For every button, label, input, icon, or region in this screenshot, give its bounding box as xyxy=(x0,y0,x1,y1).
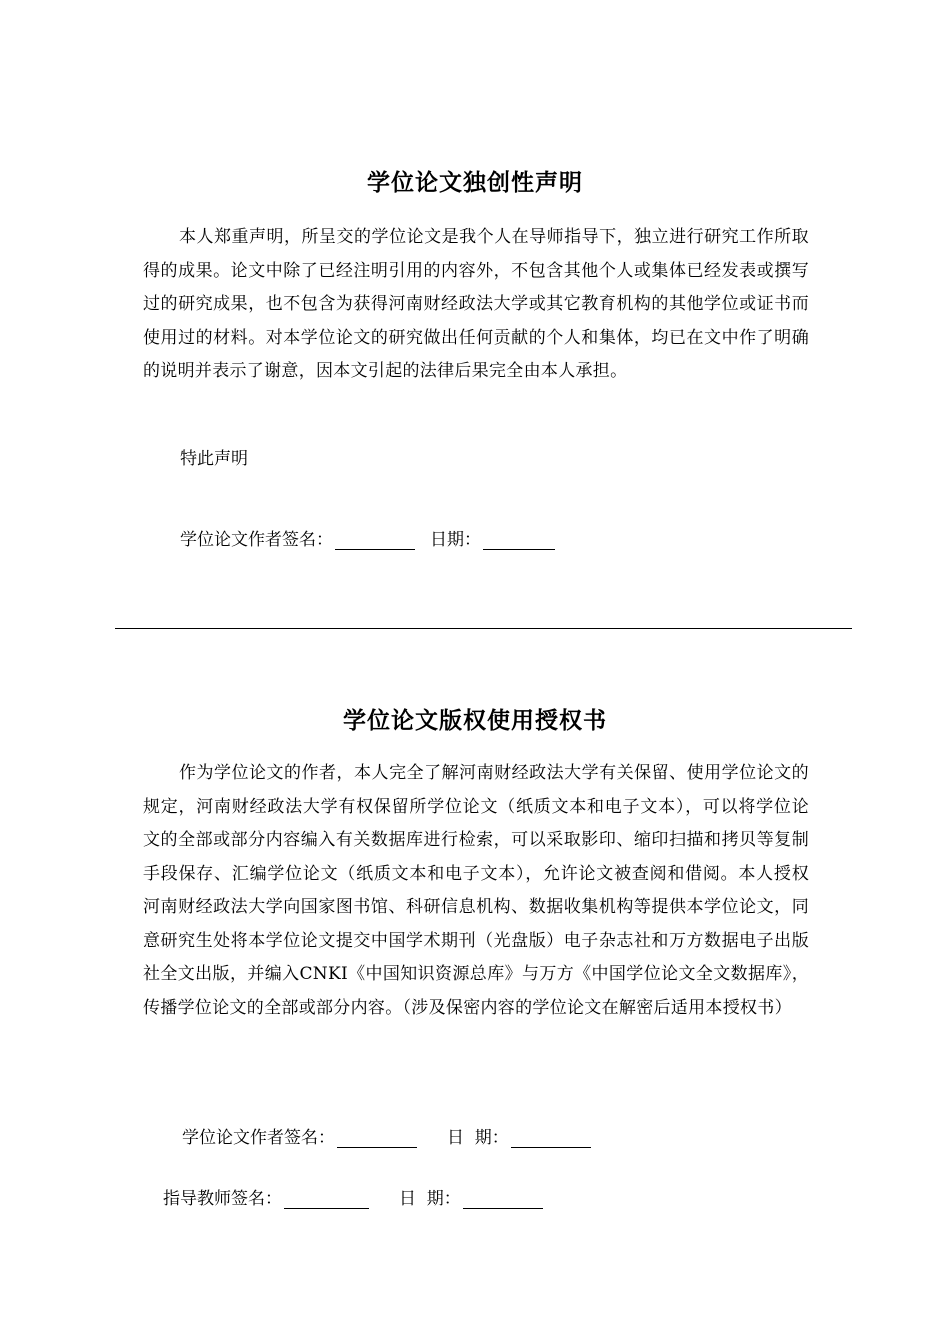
special-note: 特此声明 xyxy=(180,449,248,469)
section-divider xyxy=(115,628,852,629)
advisor-signature-blank xyxy=(284,1190,369,1209)
declaration-signature-row xyxy=(180,525,555,550)
author-signature-blank xyxy=(337,1129,417,1148)
author-date-blank xyxy=(511,1129,591,1148)
authorization-author-signature-row xyxy=(182,1123,591,1148)
advisor-signature-row xyxy=(163,1184,543,1209)
author-signature-label: 学位论文作者签名： xyxy=(182,1128,335,1148)
advisor-date-blank xyxy=(463,1190,543,1209)
author-signature-label: 学位论文作者签名： xyxy=(180,530,333,550)
authorization-body: 作为学位论文的作者，本人完全了解河南财经政法大学有关保留、使用学位论文的规定，河南财经政法大学有权保留所学位论文（纸质文本和电子文本），可以将学位论文的全部或部分内容编入有关数据库进行检索，可以采取影印、缩印扫描和拷贝等复制手段保存、汇编学位论文（纸质文本和电子文本），允许论文被查阅和借阅。本人授权河南财经政法大学向国家图书馆、科研信息机构、数据收集机构等提供本学位论文，同意研究生处将本学位论文提交中国学术期刊（光盘版）电子杂志社和万方数据电子出版社全文出版，并编入CNKI《中国知识资源总库》与万方《中国学位论文全文数据库》，传播学位论文的全部或部分内容。（涉及保密内容的学位论文在解密后适用本授权书） xyxy=(143,763,809,1018)
declaration-body: 本人郑重声明，所呈交的学位论文是我个人在导师指导下，独立进行研究工作所取得的成果。论文中除了已经注明引用的内容外，不包含其他个人或集体已经发表或撰写过的研究成果，也不包含为获得河南财经政法大学或其它教育机构的其他学位或证书而使用过的材料。对本学位论文的研究做出任何贡献的个人和集体，均已在文中作了明确的说明并表示了谢意，因本文引起的法律后果完全由本人承担。 xyxy=(143,227,809,381)
advisor-signature-label: 指导教师签名： xyxy=(163,1189,282,1209)
date-blank xyxy=(483,531,555,550)
authorization-title: 学位论文版权使用授权书 xyxy=(343,708,607,734)
author-signature-blank xyxy=(335,531,415,550)
date-label: 日期： xyxy=(430,530,481,550)
declaration-title: 学位论文独创性声明 xyxy=(367,170,583,196)
advisor-date-label: 日 期： xyxy=(399,1189,461,1209)
author-date-label: 日 期： xyxy=(447,1128,509,1148)
